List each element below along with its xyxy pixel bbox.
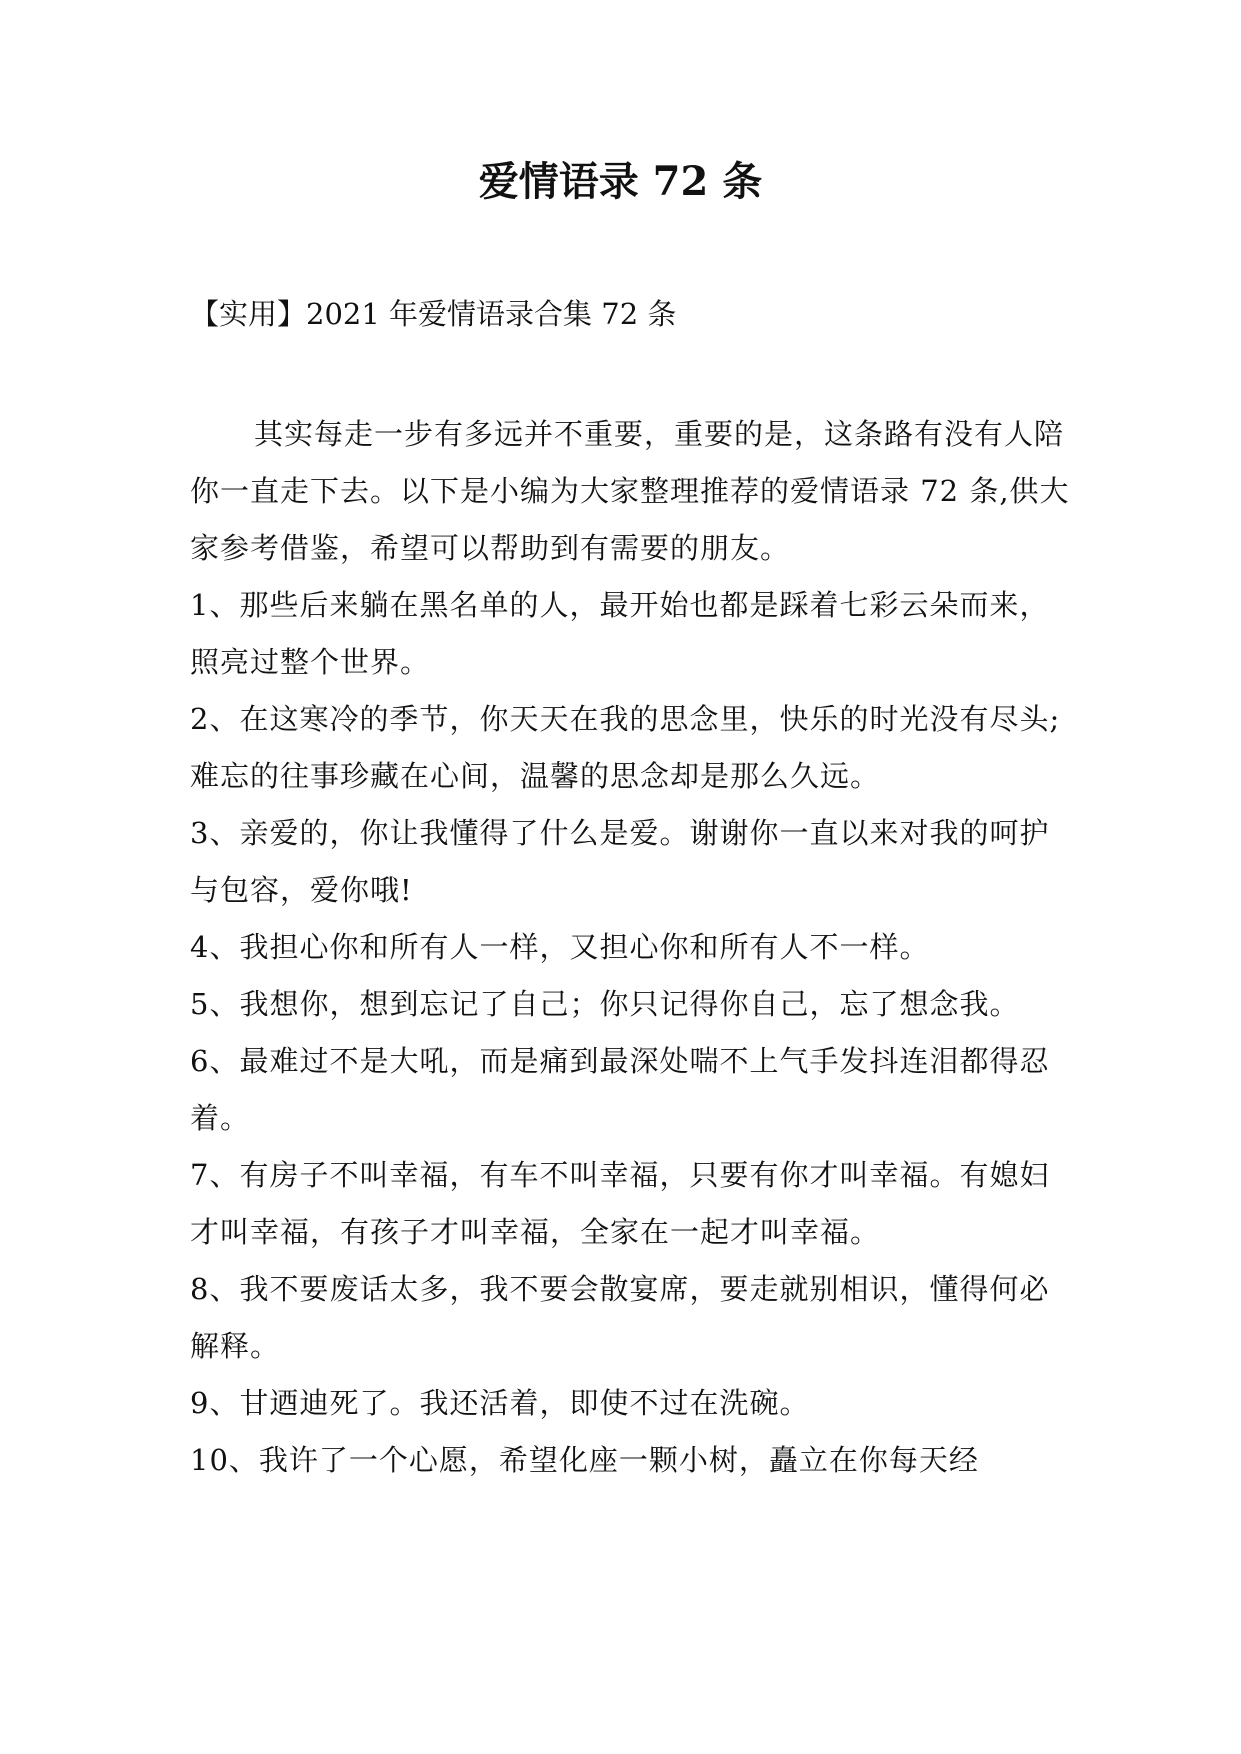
quote-item-6: 6、最难过不是大吼，而是痛到最深处喘不上气手发抖连泪都得忍着。 [190,1044,1050,1135]
document-title: 爱情语录 72 条 [478,158,763,205]
document-body [190,406,1070,1489]
quote-item-8: 8、我不要废话太多，我不要会散宴席，要走就别相识，懂得何必解释。 [190,1272,1050,1363]
quote-item-5: 5、我想你，想到忘记了自己；你只记得你自己，忘了想念我。 [190,987,1020,1021]
quote-item-7: 7、有房子不叫幸福，有车不叫幸福，只要有你才叫幸福。有媳妇才叫幸福，有孩子才叫幸福，全家在一起才叫幸福。 [190,1158,1050,1249]
quote-item-2: 2、在这寒冷的季节，你天天在我的思念里，快乐的时光没有尽头;难忘的往事珍藏在心间，温馨的思念却是那么久远。 [190,702,1061,793]
quote-item-4: 4、我担心你和所有人一样，又担心你和所有人不一样。 [190,930,930,964]
quote-item-3: 3、亲爱的，你让我懂得了什么是爱。谢谢你一直以来对我的呵护与包容，爱你哦! [190,816,1050,907]
intro-paragraph: 其实每走一步有多远并不重要，重要的是，这条路有没有人陪你一直走下去。以下是小编为大家整理推荐的爱情语录 72 条,供大家参考借鉴，希望可以帮助到有需要的朋友。 [190,417,1070,565]
quote-item-1: 1、那些后来躺在黑名单的人，最开始也都是踩着七彩云朵而来，照亮过整个世界。 [190,588,1050,679]
document-subtitle: 【实用】2021 年爱情语录合集 72 条 [190,297,677,331]
quote-item-10: 10、我许了一个心愿，希望化座一颗小树，矗立在你每天经 [190,1443,979,1477]
quote-item-9: 9、甘迺迪死了。我还活着，即使不过在洗碗。 [190,1386,810,1420]
